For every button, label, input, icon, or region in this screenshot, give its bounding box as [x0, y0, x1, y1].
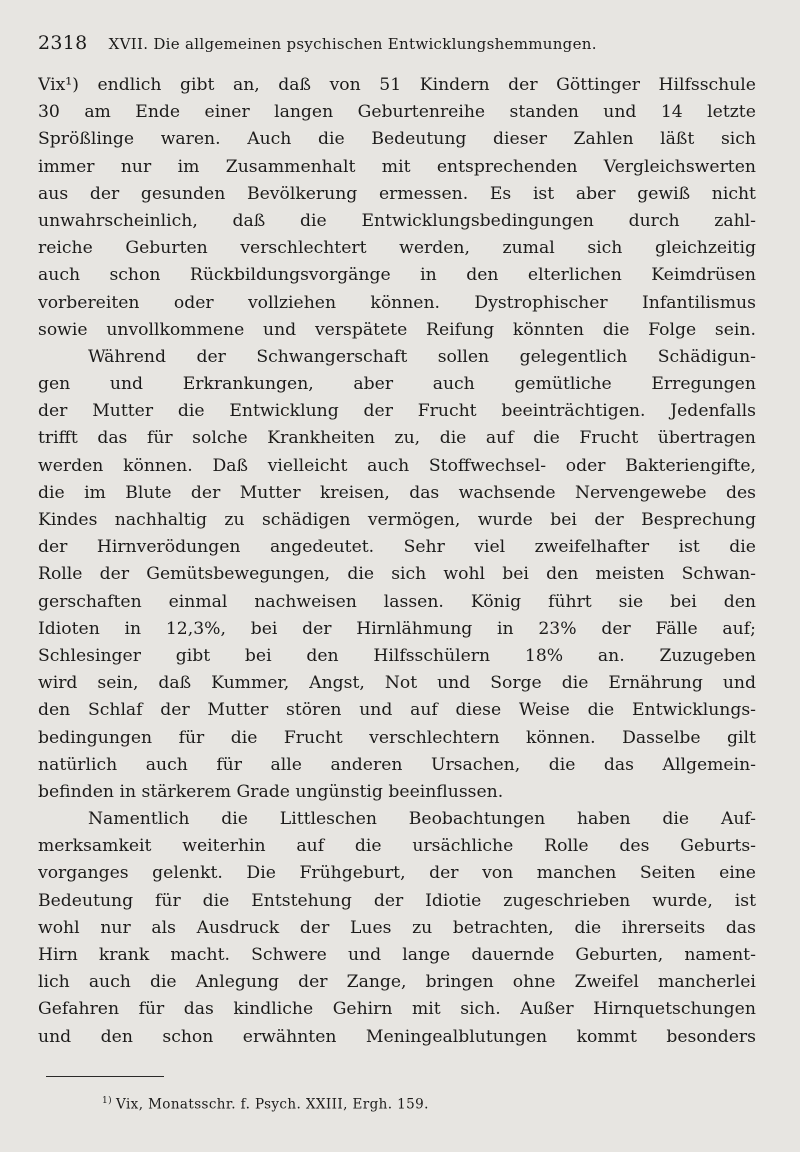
text-line: bedingungen für die Frucht verschlechtern können. Dasselbe gilt — [38, 727, 756, 748]
text-line: Vix¹) endlich gibt an, daß von 51 Kindern der Göttinger Hilfsschule — [38, 75, 756, 95]
footnote — [102, 1096, 429, 1113]
text-line: lich auch die Anlegung der Zange, bringen ohne Zweifel mancherlei — [38, 972, 756, 993]
text-line: Schlesinger gibt bei den Hilfsschülern 18% an. Zuzugeben — [38, 645, 756, 666]
text-line: Namentlich die Littleschen Beobachtungen haben die Auf- — [88, 809, 756, 830]
text-line: Hirn krank macht. Schwere und lange dauernde Geburten, nament- — [38, 945, 756, 965]
text-line: auch schon Rückbildungsvorgänge in den elterlichen Keimdrüsen — [38, 265, 756, 286]
text-line: trifft das für solche Krankheiten zu, die auf die Frucht übertragen — [38, 428, 756, 449]
text-line: der Mutter die Entwicklung der Frucht beeinträchtigen. Jedenfalls — [38, 401, 756, 422]
text-line: der Hirnverödungen angedeutet. Sehr viel zweifelhafter ist die — [38, 537, 756, 558]
text-line: befinden in stärkerem Grade ungünstig beeinflussen. — [38, 781, 504, 802]
text-line: 30 am Ende einer langen Geburtenreihe standen und 14 letzte — [38, 102, 756, 123]
text-line: aus der gesunden Bevölkerung ermessen. Es ist aber gewiß nicht — [38, 183, 756, 204]
text-line: gerschaften einmal nachweisen lassen. König führt sie bei den — [38, 591, 756, 612]
text-line: reiche Geburten verschlechtert werden, zumal sich gleichzeitig — [38, 238, 756, 259]
text-line: vorganges gelenkt. Die Frühgeburt, der von manchen Seiten eine — [38, 863, 756, 884]
body-text — [38, 72, 756, 1051]
text-line: vorbereiten oder vollziehen können. Dystrophischer Infantilismus — [38, 292, 756, 313]
page-number: 2318 — [38, 32, 88, 54]
text-line: unwahrscheinlich, daß die Entwicklungsbedingungen durch zahl- — [38, 210, 756, 231]
text-line: und den schon erwähnten Meningealblutungen kommt besonders — [38, 1026, 756, 1047]
text-line: Gefahren für das kindliche Gehirn mit sich. Außer Hirnquetschungen — [38, 999, 756, 1020]
text-line: sowie unvollkommene und verspätete Reifung könnten die Folge sein. — [38, 319, 756, 340]
footnote-rule — [46, 1076, 164, 1077]
footnote-marker: 1) — [102, 1096, 113, 1106]
text-line: Kindes nachhaltig zu schädigen vermögen, wurde bei der Besprechung — [38, 510, 756, 530]
text-line: Bedeutung für die Entstehung der Idiotie zugeschrieben wurde, ist — [38, 890, 756, 911]
text-line: Rolle der Gemütsbewegungen, die sich wohl bei den meisten Schwan- — [38, 564, 756, 585]
text-line: Während der Schwangerschaft sollen gelegentlich Schädigun- — [88, 346, 756, 367]
running-title: XVII. Die allgemeinen psychischen Entwicklungshemmungen. — [108, 35, 597, 53]
text-line: wird sein, daß Kummer, Angst, Not und Sorge die Ernährung und — [38, 673, 756, 694]
text-line: werden können. Daß vielleicht auch Stoffwechsel- oder Bakteriengifte, — [38, 455, 756, 476]
footnote-text: Vix, Monatsschr. f. Psych. XXIII, Ergh. 159. — [116, 1096, 429, 1113]
text-line: die im Blute der Mutter kreisen, das wachsende Nervengewebe des — [38, 482, 756, 503]
text-line: Idioten in 12,3%, bei der Hirnlähmung in 23% der Fälle auf; — [38, 618, 756, 639]
text-line: gen und Erkrankungen, aber auch gemütliche Erregungen — [38, 374, 756, 395]
text-line: den Schlaf der Mutter stören und auf diese Weise die Entwicklungs- — [38, 700, 756, 721]
text-line: immer nur im Zusammenhalt mit entsprechenden Vergleichswerten — [38, 156, 756, 177]
text-line: merksamkeit weiterhin auf die ursächliche Rolle des Geburts- — [38, 836, 756, 857]
text-line: wohl nur als Ausdruck der Lues zu betrachten, die ihrerseits das — [38, 917, 756, 938]
text-line: Sprößlinge waren. Auch die Bedeutung dieser Zahlen läßt sich — [38, 129, 756, 150]
text-line: natürlich auch für alle anderen Ursachen, die das Allgemein- — [38, 754, 756, 775]
running-header — [38, 32, 758, 56]
